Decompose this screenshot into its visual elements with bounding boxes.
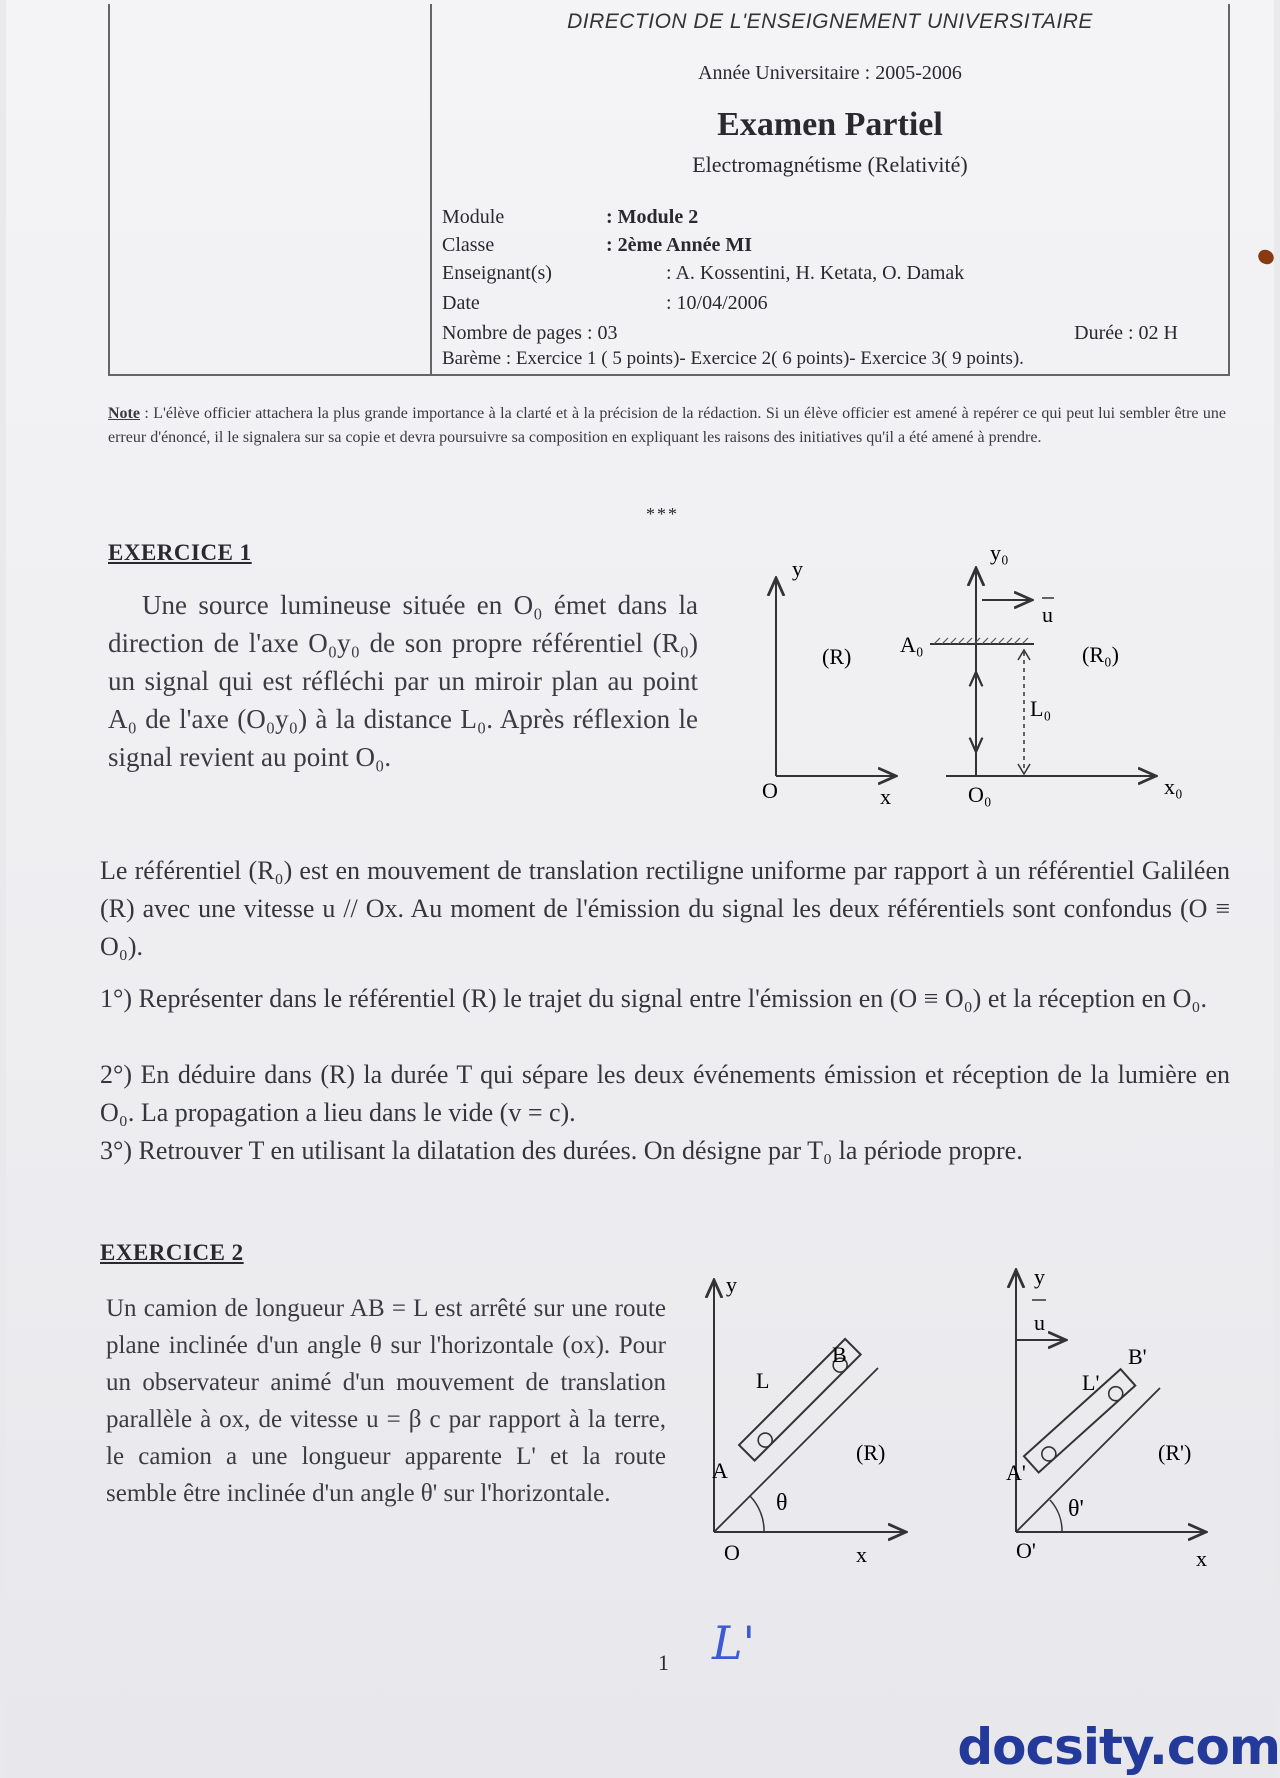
exam-subject: Electromagnétisme (Relativité) (692, 152, 968, 177)
road (1016, 1388, 1160, 1532)
frame-label: (R) (856, 1440, 886, 1465)
note-label: Note (108, 405, 140, 422)
point-b-label: B (832, 1342, 847, 1367)
exercise-2-text: Un camion de longueur AB = L est arrêté sur une route plane inclinée d'un angle θ sur l'horizontale (ox). Pour un observateur animé d'un mouvement de translation parallèle à ox, de vitesse u = β c par rapport à la terre, le camion a une longueur apparente L' et la route semble être inclinée d'un angle θ' sur l'horizontale. (106, 1295, 666, 1507)
exercise-1-question-3: 3°) Retrouver T en utilisant la dilatation des durées. On désigne par T₀ la période propre. (100, 1136, 1023, 1165)
exercise-1-context: Le référentiel (R₀) est en mouvement de translation rectiligne uniforme par rapport à un référentiel Galiléen (R) avec une vitesse u // Ox. Au moment de l'émission du signal les deux référentiels sont confondus (O ≡ O₀). (100, 856, 1230, 961)
exercise-2-figure-r-prime (996, 1260, 1236, 1580)
a0-label: A₀ (900, 632, 924, 657)
exam-page (6, 0, 1274, 1778)
x-label: x (880, 784, 891, 809)
exercise-1-figure (746, 540, 1206, 820)
y-label: y (792, 556, 803, 581)
exercise-1-title: EXERCICE 1 (108, 540, 252, 565)
header-logo-area (110, 4, 432, 374)
exercise-1-question-1: 1°) Représenter dans le référentiel (R) le trajet du signal entre l'émission en (O ≡ O₀) et la réception en O₀. (100, 984, 1207, 1013)
origin-label: O (762, 778, 778, 803)
exercise-2-title: EXERCICE 2 (100, 1240, 244, 1265)
angle-arc (750, 1496, 764, 1532)
instructions-note (108, 402, 1226, 450)
enseignant-label: Enseignant(s) (442, 262, 552, 284)
academic-year: Année Universitaire : 2005-2006 (698, 62, 962, 84)
module-value: : Module 2 (606, 206, 699, 228)
x-label: x (856, 1542, 867, 1567)
y-label: y (726, 1272, 737, 1297)
point-a-label: A (712, 1458, 728, 1483)
road (714, 1368, 878, 1532)
velocity-label: u (1034, 1310, 1045, 1335)
x0-label: x₀ (1164, 774, 1183, 799)
velocity-label: u (1042, 602, 1053, 627)
angle-arc (1050, 1500, 1062, 1532)
angle-label: θ' (1068, 1496, 1084, 1522)
module-label: Module (442, 206, 505, 228)
handwritten-note: L' (712, 1616, 756, 1670)
pages-count: Nombre de pages : 03 (442, 322, 618, 344)
length-label: L (756, 1368, 770, 1393)
header-info (432, 4, 1228, 374)
exercise-1-question-2: 2°) En déduire dans (R) la durée T qui sépare les deux événements émission et réception de la lumière en O₀. La propagation a lieu dans le vide (v = c). (100, 1060, 1230, 1127)
classe-value: : 2ème Année MI (606, 234, 753, 256)
date-row (442, 292, 768, 315)
stain (1256, 247, 1277, 267)
point-b-label: B' (1128, 1344, 1147, 1369)
module-row (442, 206, 699, 229)
separator: *** (646, 504, 679, 524)
grading-scale: Barème : Exercice 1 ( 5 points)- Exercice 2( 6 points)- Exercice 3( 9 points). (442, 348, 1024, 369)
classe-label: Classe (442, 234, 495, 256)
x-label: x (1196, 1546, 1207, 1571)
institution-name: DIRECTION DE L'ENSEIGNEMENT UNIVERSITAIRE (567, 10, 1093, 33)
note-text: : L'élève officier attachera la plus grande importance à la clarté et à la précision de la rédaction. Si un élève officier est amené à repérer ce qui peut lui sembler être une erreur d'énoncé, il le signalera sur sa copie et devra poursuivre sa composition en expliquant les raisons des initiatives qu'il a été amené à prendre. (108, 405, 1226, 446)
y-label: y (1034, 1264, 1045, 1289)
classe-row (442, 234, 753, 257)
header-box (108, 4, 1230, 376)
frame-r-label: (R) (822, 644, 852, 669)
exercise-2-figure-r (696, 1270, 936, 1580)
point-a-label: A' (1006, 1460, 1026, 1485)
truck (1024, 1369, 1135, 1472)
exercise-1-intro: Une source lumineuse située en O₀ émet dans la direction de l'axe O₀y₀ de son propre référentiel (R₀) un signal qui est réfléchi par un miroir plan au point A₀ de l'axe (O₀y₀) à la distance L₀. Après réflexion le signal revient au point O₀. (108, 590, 698, 772)
distance-label: L₀ (1030, 696, 1052, 721)
frame-label: (R') (1158, 1440, 1192, 1465)
watermark-logo[interactable]: docsity.com (957, 1718, 1280, 1776)
origin-label: O (724, 1540, 740, 1565)
page-number: 1 (658, 1650, 669, 1675)
enseignant-value: : A. Kossentini, H. Ketata, O. Damak (666, 262, 965, 284)
page-title: Examen Partiel (717, 106, 943, 143)
length-label: L' (1082, 1370, 1100, 1395)
y0-label: y₀ (990, 540, 1009, 565)
enseignant-row (442, 262, 965, 285)
frame-r0-label: (R₀) (1082, 642, 1119, 667)
origin-label: O' (1016, 1538, 1036, 1563)
o0-label: O₀ (968, 782, 992, 807)
date-label: Date (442, 292, 480, 314)
angle-label: θ (776, 1490, 788, 1516)
duration: Durée : 02 H (1074, 322, 1178, 344)
date-value: : 10/04/2006 (666, 292, 768, 314)
